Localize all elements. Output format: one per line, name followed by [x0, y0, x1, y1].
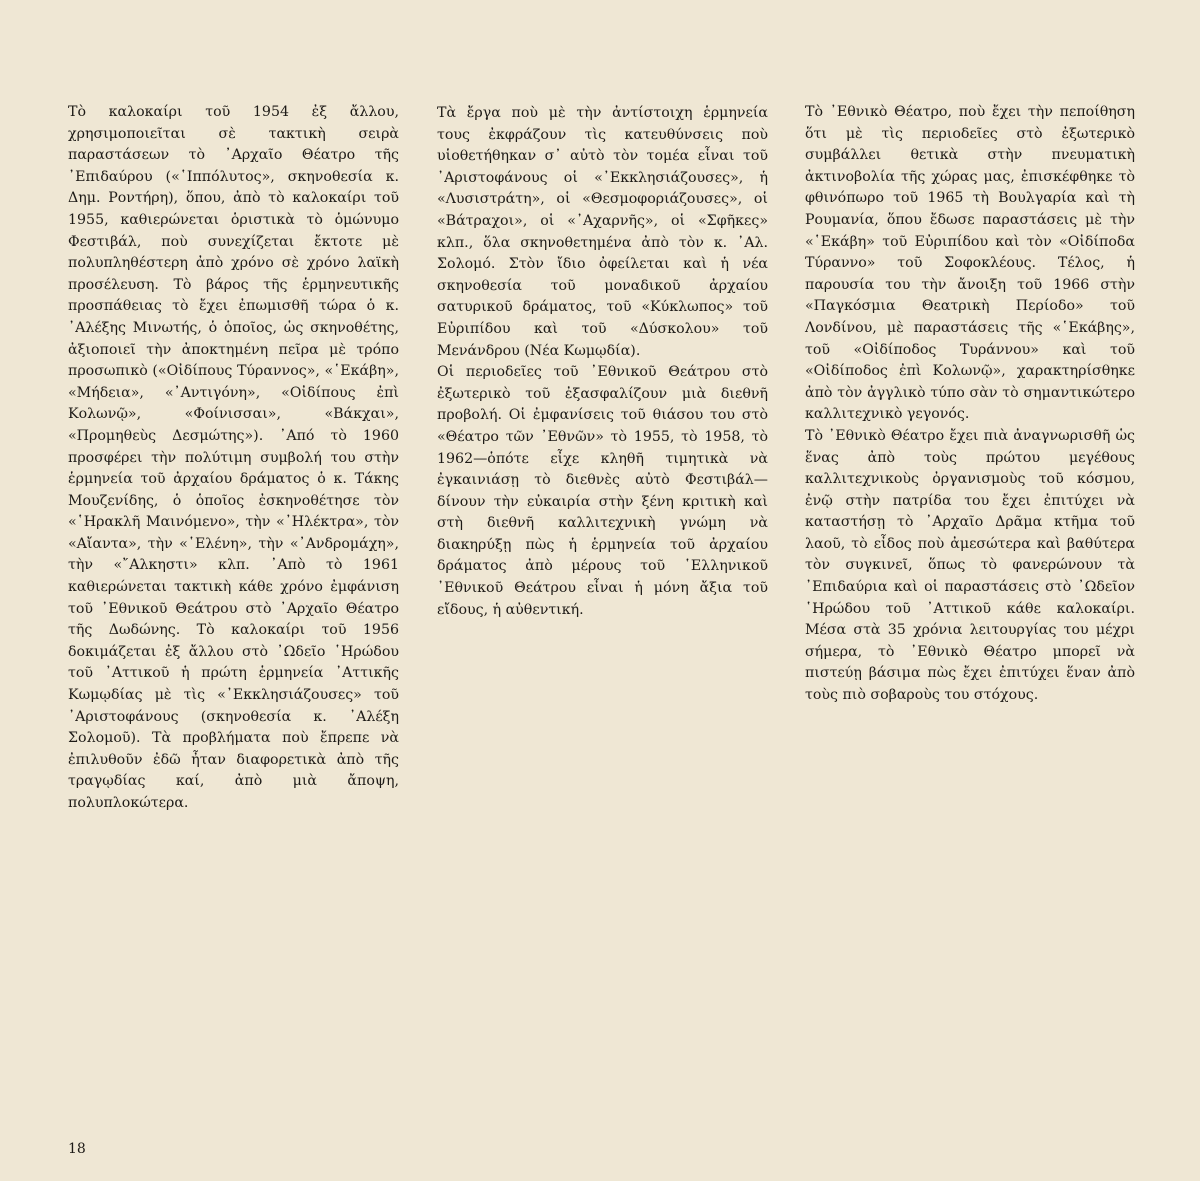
- text-column-3: [805, 102, 1135, 707]
- paragraph: Τὸ ᾿Εθνικὸ Θέατρο, ποὺ ἔχει τὴν πεποίθηση ὅτι μὲ τὶς περιοδεῖες στὸ ἐξωτερικὸ συμβάλλει θετικὰ στὴν πνευματικὴ ἀκτινοβολία τῆς χώρας μας, ἐπισκέφθηκε τὸ φθινόπωρο τοῦ 1965 τὴ Βουλγαρία καὶ τὴ Ρουμανία, ὅπου ἔδωσε παραστάσεις μὲ τὴν «῾Εκάβη» τοῦ Εὐριπίδου καὶ τὸν «Οἰδίποδα Τύραννο» τοῦ Σοφοκλέους. Τέλος, ἡ παρουσία του τὴν ἄνοιξη τοῦ 1966 στὴν «Παγκόσμια Θεατρικὴ Περίοδο» τοῦ Λονδίνου, μὲ παραστάσεις τῆς «῾Εκάβης», τοῦ «Οἰδίποδος Τυράννου» καὶ τοῦ «Οἰδίποδος ἐπὶ Κολωνῷ», χαρακτηρίσθηκε ἀπὸ τὸν ἀγγλικὸ τύπο σὰν τὸ σημαντικώτερο καλλιτεχνικὸ γεγονός.: [805, 104, 1135, 423]
- paragraph: Οἱ περιοδεῖες τοῦ ᾿Εθνικοῦ Θεάτρου στὸ ἐξωτερικὸ τοῦ ἐξασφαλίζουν μιὰ διεθνῆ προβολή. Οἱ ἐμφανίσεις τοῦ θιάσου του στὸ «Θέατρο τῶν ᾿Εθνῶν» τὸ 1955, τὸ 1958, τὸ 1962—ὁπότε εἶχε κληθῆ τιμητικὰ νὰ ἐγκαινιάσῃ τὸ διεθνὲς αὐτὸ Φεστιβάλ—δίνουν τὴν εὐκαιρία στὴν ξένη κριτικὴ καὶ στὴ διεθνῆ καλλιτεχνικὴ γνώμη νὰ διακηρύξῃ πὼς ἡ ἑρμηνεία τοῦ ἀρχαίου δράματος ἀπὸ μέρους τοῦ ῾Ελληνικοῦ ᾿Εθνικοῦ Θεάτρου εἶναι ἡ μόνη ἄξια τοῦ εἴδους, ἡ αὐθεντική.: [437, 364, 768, 618]
- text-column-2: [437, 103, 768, 621]
- text-column-1: [68, 102, 399, 815]
- paragraph: Τὸ καλοκαίρι τοῦ 1954 ἐξ ἄλλου, χρησιμοποιεῖται σὲ τακτικὴ σειρὰ παραστάσεων τὸ ᾿Αρχαῖο Θέατρο τῆς ᾿Επιδαύρου («῾Ιππόλυτος», σκηνοθεσία κ. Δημ. Ροντήρη), ὅπου, ἀπὸ τὸ καλοκαίρι τοῦ 1955, καθιερώνεται ὁριστικὰ τὸ ὁμώνυμο Φεστιβάλ, ποὺ συνεχίζεται ἔκτοτε μὲ πολυπληθέστερη ἀπὸ χρόνο σὲ χρόνο λαϊκὴ προσέλευση. Τὸ βάρος τῆς ἑρμηνευτικῆς προσπάθειας τὸ ἔχει ἐπωμισθῆ τώρα ὁ κ. ᾿Αλέξης Μινωτής, ὁ ὁποῖος, ὡς σκηνοθέτης, ἀξιοποιεῖ τὴν ἀποκτημένη πεῖρα μὲ τρόπο προσωπικὸ («Οἰδίπους Τύραννος», «῾Εκάβη», «Μήδεια», «᾿Αντιγόνη», «Οἰδίπους ἐπὶ Κολωνῷ», «Φοίνισσαι», «Βάκχαι», «Προμηθεὺς Δεσμώτης»). ᾿Από τὸ 1960 προσφέρει τὴν πολύτιμη συμβολή του στὴν ἑρμηνεία τοῦ ἀρχαίου δράματος ὁ κ. Τάκης Μουζενίδης, ὁ ὁποῖος ἐσκηνοθέτησε τὸν «῾Ηρακλῆ Μαινόμενο», τὴν «᾿Ηλέκτρα», τὸν «Αἴαντα», τὴν «῾Ελένη», τὴν «᾿Ανδρομάχη», τὴν «῎Αλκηστι» κλπ. ᾿Απὸ τὸ 1961 καθιερώνεται τακτικὴ κάθε χρόνο ἐμφάνιση τοῦ ᾿Εθνικοῦ Θεάτρου στὸ ᾿Αρχαῖο Θέατρο τῆς Δωδώνης. Τὸ καλοκαίρι τοῦ 1956 δοκιμάζεται ἐξ ἄλλου στὸ ᾿Ωδεῖο ῾Ηρώδου τοῦ ᾿Αττικοῦ ἡ πρώτη ἑρμηνεία ᾿Αττικῆς Κωμῳδίας μὲ τὶς «᾿Εκκλησιάζουσες» τοῦ ᾿Αριστοφάνους (σκηνοθεσία κ. ᾿Αλέξη Σολομοῦ). Τὰ προβλήματα ποὺ ἔπρεπε νὰ ἐπιλυθοῦν ἐδῶ ἦταν διαφορετικὰ ἀπὸ τῆς τραγῳδίας καί, ἀπὸ μιὰ ἄποψη, πολυπλοκώτερα.: [68, 104, 399, 811]
- page-number: 18: [68, 1141, 86, 1157]
- paragraph: Τὸ ᾿Εθνικὸ Θέατρο ἔχει πιὰ ἀναγνωρισθῆ ὡς ἕνας ἀπὸ τοὺς πρώτου μεγέθους καλλιτεχνικοὺς ὀργανισμοὺς τοῦ κόσμου, ἐνῷ στὴν πατρίδα του ἔχει ἐπιτύχει νὰ καταστήσῃ τὸ ᾿Αρχαῖο Δρᾶμα κτῆμα τοῦ λαοῦ, τὸ εἶδος ποὺ ἀμεσώτερα καὶ βαθύτερα τὸν συγκινεῖ, ὅπως τὸ φανερώνουν τὰ ᾿Επιδαύρια καὶ οἱ παραστάσεις στὸ ᾿Ωδεῖον ῾Ηρώδου τοῦ ᾿Αττικοῦ κάθε καλοκαίρι. Μέσα στὰ 35 χρόνια λειτουργίας του μέχρι σήμερα, τὸ ᾿Εθνικὸ Θέατρο μπορεῖ νὰ πιστεύῃ βάσιμα πὼς ἔχει ἐπιτύχει ἕναν ἀπὸ τοὺς πιὸ σοβαροὺς του στόχους.: [805, 427, 1135, 704]
- paragraph: Τὰ ἔργα ποὺ μὲ τὴν ἀντίστοιχη ἑρμηνεία τους ἐκφράζουν τὶς κατευθύνσεις ποὺ υἱοθετήθηκαν σ᾿ αὐτὸ τὸν τομέα εἶναι τοῦ ᾿Αριστοφάνους οἱ «᾿Εκκλησιάζουσες», ἡ «Λυσιστράτη», οἱ «Θεσμοφοριάζουσες», οἱ «Βάτραχοι», οἱ «᾿Αχαρνῆς», οἱ «Σφῆκες» κλπ., ὅλα σκηνοθετημένα ἀπὸ τὸν κ. ᾿Αλ. Σολομό. Στὸν ἴδιο ὀφείλεται καὶ ἡ νέα σκηνοθεσία τοῦ μοναδικοῦ ἀρχαίου σατυρικοῦ δράματος, τοῦ «Κύκλωπος» τοῦ Εὐριπίδου καὶ τοῦ «Δύσκολου» τοῦ Μενάνδρου (Νέα Κωμῳδία).: [437, 105, 768, 359]
